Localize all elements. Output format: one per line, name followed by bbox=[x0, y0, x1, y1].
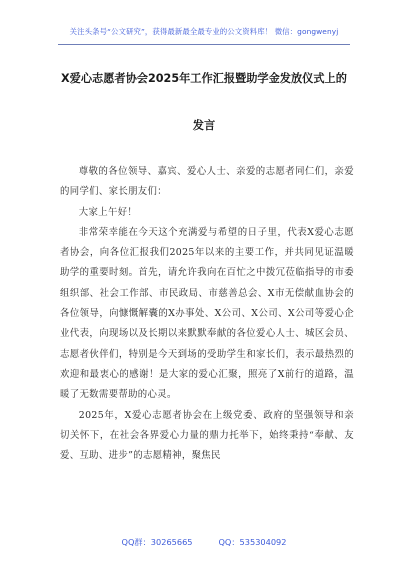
document-title-continued: 发言 bbox=[192, 119, 216, 132]
greeting-paragraph: 大家上午好！ bbox=[78, 206, 138, 218]
header-divider bbox=[58, 44, 350, 45]
qq-number: QQ：535304092 bbox=[218, 537, 287, 547]
qq-group-number: QQ群：30265665 bbox=[121, 537, 193, 547]
header-banner: 关注头条号“公文研究”，获得最新最全最专业的公文资料库！ 微信：gongwenyj bbox=[69, 27, 339, 36]
document-body bbox=[60, 162, 354, 466]
report-paragraph: 2025年，X爱心志愿者协会在上级党委、政府的坚强领导和亲切关怀下，在社会各界爱心力量的鼎力托举下，始终秉持“奉献、友爱、互助、进步”的志愿精神，聚焦民 bbox=[60, 409, 354, 462]
welcome-paragraph: 非常荣幸能在今天这个充满爱与希望的日子里，代表X爱心志愿者协会，向各位汇报我们2025年以来的主要工作，并共同见证温暖助学的重要时刻。首先，请允许我向在百忙之中拨冗莅临指导的市委组织部、社会工作部、市民政局、市慈善总会、X市无偿献血协会的各位领导，向慷慨解囊的X办事处、X公司、X公司、X公司等爱心企业代表，向现场以及长期以来默默奉献的各位爱心人士、城区会员、志愿者伙伴们，特别是今天到场的受助学生和家长们，表示最热烈的欢迎和最衷心的感谢！是大家的爱心汇聚，照亮了X前行的道路，温暖了无数需要帮助的心灵。 bbox=[60, 226, 354, 401]
document-title: X爱心志愿者协会2025年工作汇报暨助学金发放仪式上的 bbox=[61, 72, 347, 85]
footer-contact bbox=[0, 537, 408, 548]
salutation-paragraph: 尊敬的各位领导、嘉宾、爱心人士、亲爱的志愿者同仁们，亲爱的同学们、家长朋友们： bbox=[60, 166, 354, 198]
